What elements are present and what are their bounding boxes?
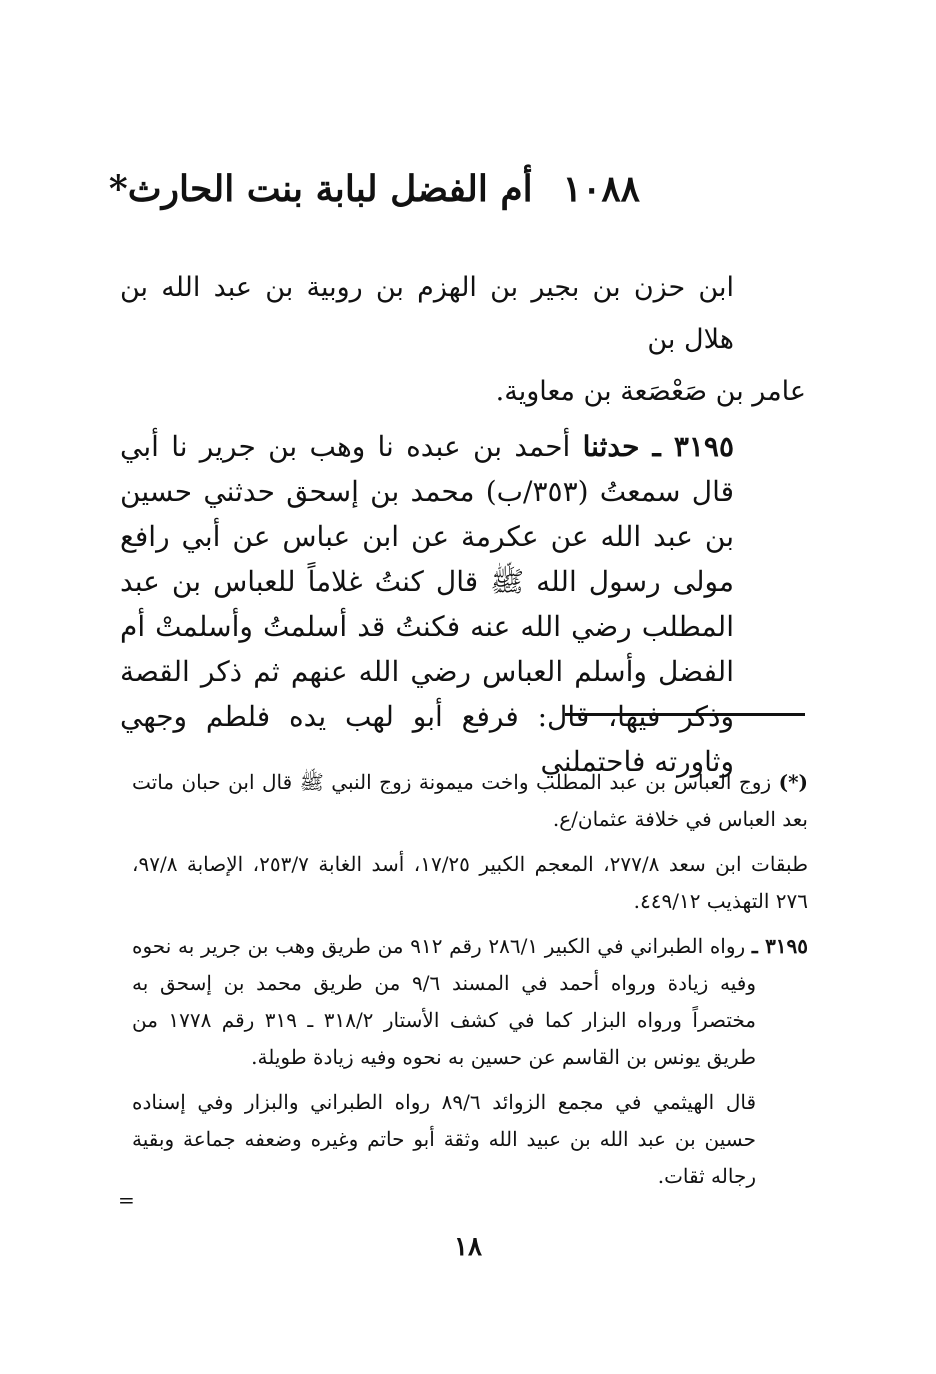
footnote <box>132 764 808 838</box>
footnote-marker: ٣١٩٥ ـ <box>751 934 809 958</box>
footnote <box>132 846 808 920</box>
chapter-title: أم الفضل لبابة بنت الحارث* <box>108 168 533 210</box>
footnote-text: زوج العباس بن عبد المطلب واخت ميمونة زوج النبي ﷺ قال ابن حبان ماتت بعد العباس في خلافة عثمان/ع. <box>132 770 808 831</box>
footnotes <box>132 764 808 1203</box>
chapter-heading <box>108 168 640 210</box>
intro-paragraph <box>120 262 806 418</box>
hadith-paragraph <box>120 424 806 784</box>
chapter-number: ١٠٨٨ <box>562 168 640 210</box>
footnote-text: قال الهيثمي في مجمع الزوائد ٨٩/٦ رواه الطبراني والبزار وفي إسناده حسين بن عبد الله بن عبيد الله وثقة أبو حاتم وغيره وضعفه جماعة وبقية رجاله ثقات. <box>132 1090 757 1188</box>
footnote-separator <box>565 713 805 716</box>
footnote <box>132 1084 808 1195</box>
footnote-text: رواه الطبراني في الكبير ٢٨٦/١ رقم ٩١٢ من طريق وهب بن جرير به نحوه وفيه زيادة ورواه أحمد في المسند ٩/٦ من طريق محمد بن إسحق به مختصراً ورواه البزار كما في كشف الأستار ٣١٨/٢ ـ ٣١٩ رقم ١٧٧٨ من طريق يونس بن القاسم عن حسين به نحوه وفيه زيادة طويلة. <box>132 934 756 1069</box>
page-number: ١٨ <box>454 1232 482 1262</box>
continuation-mark: = <box>118 1188 135 1212</box>
footnote <box>132 928 808 1076</box>
intro-line: عامر بن صَعْصَعة بن معاوية. <box>495 376 806 407</box>
hadith-number: ٣١٩٥ ـ حدثنا <box>582 430 734 463</box>
intro-line: ابن حزن بن بجير بن الهزم بن روبية بن عبد الله بن هلال بن <box>120 272 734 355</box>
footnote-text: طبقات ابن سعد ٢٧٧/٨، المعجم الكبير ١٧/٢٥، أسد الغابة ٢٥٣/٧، الإصابة ٩٧/٨، ٢٧٦ التهذيب ٤٤٩/١٢. <box>132 852 808 913</box>
footnote-marker: (*) <box>778 770 808 794</box>
hadith-text: أحمد بن عبده نا وهب بن جرير نا أبي قال سمعتُ (٣٥٣/ب) محمد بن إسحق حدثني حسين بن عبد الله عن عكرمة عن ابن عباس عن أبي رافع مولى رسول الله ﷺ قال كنتُ غلاماً للعباس بن عبد المطلب رضي الله عنه فكنتُ قد أسلمتُ وأسلمتْ أم الفضل وأسلم العباس رضي الله عنهم ثم ذكر القصة وذكر فيها، قال: فرفع أبو لهب يده فلطم وجهي وثاورته فاحتملني <box>120 430 734 778</box>
